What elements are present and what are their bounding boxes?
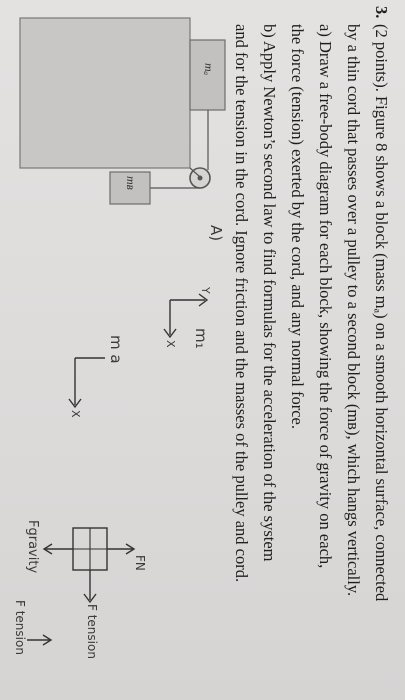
block-b-label: mʙ (124, 176, 138, 190)
hand-m1: m₁ (192, 328, 210, 349)
hand-y1: Y (199, 287, 212, 294)
hand-part-a: A) (207, 225, 225, 242)
hand-x1: X (164, 340, 177, 348)
hand-f-tension: F tension (85, 604, 99, 659)
problem-line-1: (2 points). Figure 8 shows a block (mass mₐ) on a smooth horizontal surface, connected (372, 24, 391, 602)
problem-line-2: by a thin cord that passes over a pulley to a second block (mʙ), which hangs vertically. (344, 24, 363, 597)
hand-x2: X (69, 410, 82, 418)
problem-line-3: a) Draw a free-body diagram for each block, showing the force of gravity on each, (316, 24, 335, 569)
block-a-label: mₐ (202, 63, 216, 76)
problem-line-5: b) Apply Newton’s second law to find formulas for the acceleration of the system (260, 24, 279, 562)
hand-fn: FN (133, 555, 147, 571)
hand-ma: m a (107, 335, 125, 364)
hand-f-tension-2: F tension (13, 600, 27, 655)
problem-number: 3. (372, 6, 391, 19)
problem-line-4: the force (tension) exerted by the cord, and any normal force. (288, 24, 307, 429)
problem-line-6: and for the tension in the cord. Ignore friction and the masses of the pulley and cord. (232, 24, 251, 583)
table (20, 18, 190, 168)
pulley-axle (198, 176, 203, 181)
hand-f-gravity: Fgravity (25, 520, 40, 574)
